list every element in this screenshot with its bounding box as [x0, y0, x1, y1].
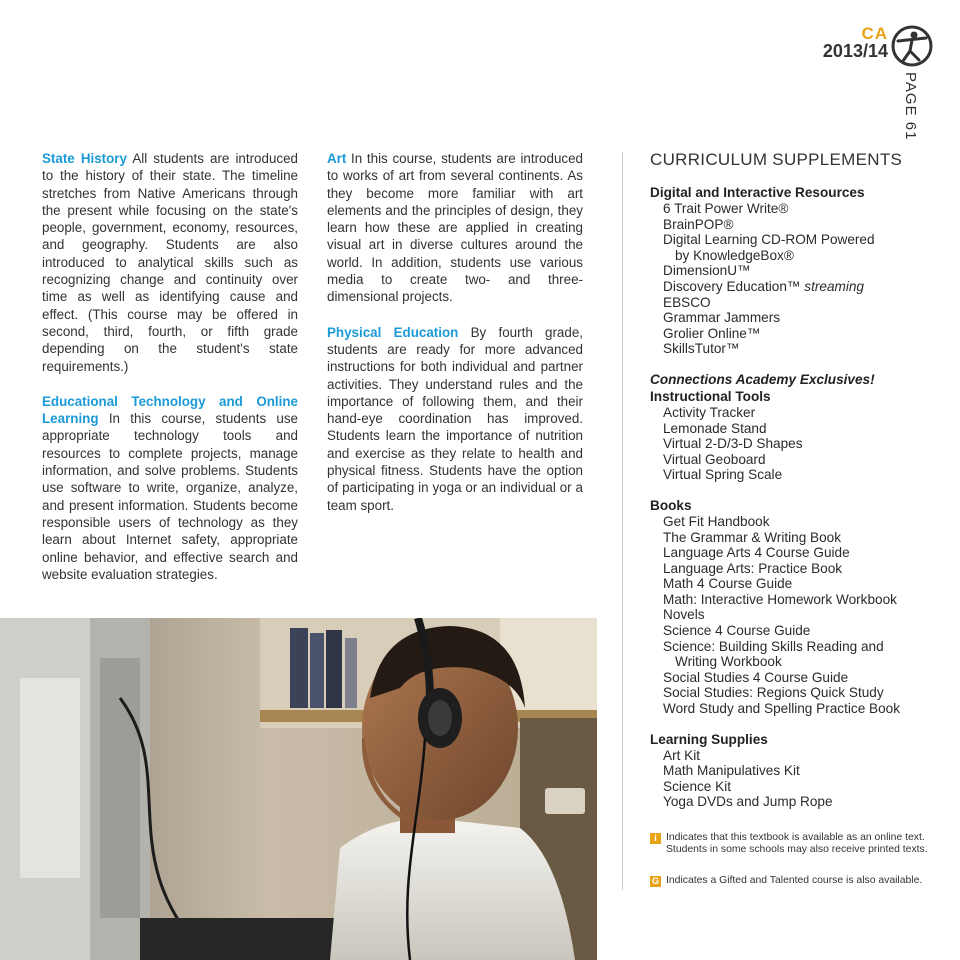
list-item — [663, 279, 950, 295]
sidebar-title: CURRICULUM SUPPLEMENTS — [650, 150, 903, 169]
curriculum-supplements-sidebar — [650, 148, 950, 824]
list-item-continuation: by KnowledgeBox® — [675, 247, 794, 263]
list-item: Science 4 Course Guide — [663, 623, 811, 639]
gifted-note — [650, 875, 950, 887]
list-item-text: Science: Building Skills Reading and — [663, 638, 884, 654]
ed-tech-paragraph — [42, 393, 298, 583]
online-text-badge-icon: i — [650, 833, 661, 844]
connections-academy-logo-icon — [890, 24, 934, 68]
pe-title: Physical Education — [327, 324, 459, 340]
list-item: 6 Trait Power Write® — [663, 201, 789, 216]
ed-tech-title: Educational Technology and Online Learning — [42, 393, 298, 427]
supplies-heading: Learning Supplies — [650, 731, 768, 747]
list-item-text: Discovery Education™ — [663, 278, 801, 294]
list-item: Math 4 Course Guide — [663, 576, 793, 592]
list-item: Social Studies: Regions Quick Study — [663, 685, 884, 701]
art-body: In this course, students are introduced to works of art from several continents. As they become more familiar with art elements and the principles of design, they learn how these are applied in creating visual art in diverse cultures around the world. In addition, students use various media to create two- and three-dimensional projects. — [327, 151, 583, 305]
list-item: Virtual 2-D/3-D Shapes — [663, 436, 803, 452]
list-item: SkillsTutor™ — [663, 341, 740, 357]
list-item: Language Arts 4 Course Guide — [663, 545, 850, 561]
student-computer-photo — [0, 618, 597, 960]
digital-list — [650, 201, 950, 357]
list-item: Novels — [663, 607, 705, 623]
online-text-note — [650, 832, 950, 856]
list-item: BrainPOP® — [663, 216, 734, 232]
column-left — [42, 150, 298, 601]
supplies-list — [650, 748, 950, 810]
art-title: Art — [327, 151, 347, 166]
instructional-list — [650, 405, 950, 483]
list-item: Social Studies 4 Course Guide — [663, 669, 849, 685]
list-item: Virtual Geoboard — [663, 451, 766, 467]
state-history-body: All students are introduced to the history of their state. The timeline stretches from Native Americans through the present while focusing on the state's people, government, economy, resources, and geography. Students are also introduced to analytical skills such as recognizing change and continuity over time as well as identifying cause and effect. (This course may be offered in second, third, fourth, or fifth grade depending on the student's state requirements.) — [42, 151, 298, 374]
list-item — [663, 639, 950, 670]
column-middle — [327, 150, 583, 532]
list-item: Grammar Jammers — [663, 310, 781, 326]
gifted-badge-icon: G — [651, 876, 659, 886]
list-item: Math: Interactive Homework Workbook — [663, 591, 897, 607]
pe-paragraph — [327, 324, 583, 514]
list-item: Math Manipulatives Kit — [663, 763, 800, 779]
state-history-paragraph — [42, 150, 298, 375]
digital-heading: Digital and Interactive Resources — [650, 185, 865, 200]
online-text-note-text: Indicates that this textbook is available as an online text. Students in some schools may also receive printed texts. — [666, 832, 928, 855]
list-item: Activity Tracker — [663, 404, 756, 420]
list-item-italic: streaming — [804, 278, 864, 294]
list-item — [663, 232, 950, 263]
list-item: Get Fit Handbook — [663, 513, 770, 529]
pe-body: By fourth grade, students are ready for more advanced instructions for both individual and partner activities. They understand rules and the importance of following them, and their hand-eye coordination has improved. Students learn the importance of nutrition and exercise as they relate to health and physical fitness. Students have the option of participating in yoga or an individual or a team sport. — [327, 324, 583, 513]
state-history-title: State History — [42, 151, 127, 166]
books-list — [650, 514, 950, 717]
list-item: Grolier Online™ — [663, 325, 761, 341]
list-item: Language Arts: Practice Book — [663, 560, 843, 576]
list-item: Art Kit — [663, 747, 701, 763]
instructional-heading: Instructional Tools — [650, 388, 771, 404]
books-heading: Books — [650, 497, 692, 513]
state-code: CA — [861, 24, 888, 43]
exclusives-heading: Connections Academy Exclusives! — [650, 371, 875, 387]
list-item: Lemonade Stand — [663, 420, 767, 436]
list-item-continuation: Writing Workbook — [675, 654, 782, 670]
list-item: Word Study and Spelling Practice Book — [663, 701, 901, 717]
school-year: 2013/14 — [822, 41, 888, 61]
list-item: Virtual Spring Scale — [663, 467, 783, 483]
ed-tech-body: In this course, students use appropriate technology tools and resources to complete projects, manage information, and solve problems. Students use software to write, organize, analyze, and present information. Students become responsible users of technology as they learn about Internet safety, appropriate online behavior, and effective search and website evaluation strategies. — [42, 411, 298, 582]
art-paragraph — [327, 150, 583, 306]
column-divider — [622, 152, 623, 890]
list-item: EBSCO — [663, 294, 711, 310]
list-item: Science Kit — [663, 778, 732, 794]
list-item: The Grammar & Writing Book — [663, 529, 842, 545]
gifted-note-text: Indicates a Gifted and Talented course is also available. — [666, 875, 923, 886]
page-number: PAGE 61 — [902, 72, 919, 141]
list-item-text: Digital Learning CD-ROM Powered — [663, 232, 875, 248]
list-item: DimensionU™ — [663, 263, 751, 279]
list-item: Yoga DVDs and Jump Rope — [663, 794, 833, 810]
